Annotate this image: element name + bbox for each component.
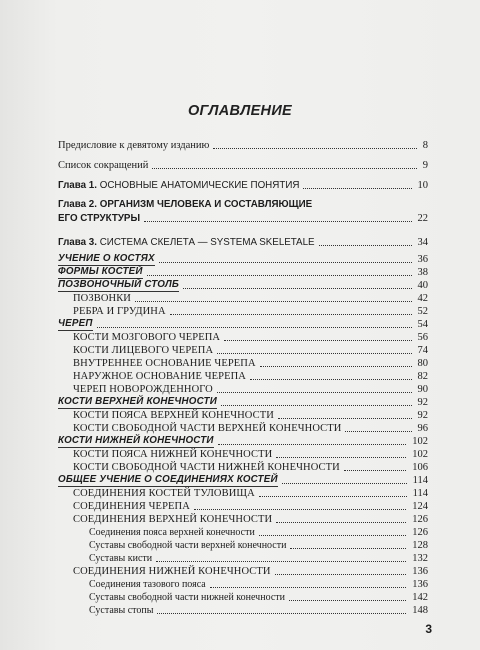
leader-dots [276, 522, 406, 523]
toc-entry-label [58, 139, 209, 152]
toc-entry [0, 591, 480, 605]
toc-entry-title: ФОРМЫ КОСТЕЙ [58, 266, 143, 277]
toc-entry-label [89, 591, 285, 604]
toc-entry-title: Соединения тазового пояса [89, 579, 206, 590]
chapter-prefix: Глава 1. [58, 180, 100, 191]
toc-entry-label [89, 526, 255, 539]
toc-page-number: 92 [417, 397, 428, 408]
leader-dots [221, 405, 412, 406]
toc-page-number: 102 [412, 449, 428, 460]
toc-entry-label: Глава 2. ОРГАНИЗМ ЧЕЛОВЕКА И СОСТАВЛЯЮЩИЕ [58, 199, 313, 210]
toc-page-number: 114 [412, 488, 428, 499]
toc-entry [0, 139, 480, 153]
leader-dots [213, 148, 416, 149]
toc-page-number: 34 [417, 237, 428, 248]
toc-entry-label [73, 565, 271, 578]
toc-entry [0, 383, 480, 397]
toc-page-number: 10 [417, 180, 428, 191]
leader-dots [303, 188, 411, 189]
toc-entry-title: Предисловие к девятому изданию [58, 140, 210, 151]
toc-entry-label [58, 279, 179, 292]
leader-dots [217, 392, 412, 393]
toc-entry-label [73, 461, 340, 474]
toc-entry-title: Суставы свободной части верхней конечности [89, 540, 287, 551]
leader-dots [183, 288, 411, 289]
toc-entry [0, 331, 480, 345]
toc-page-number: 148 [412, 605, 428, 616]
toc-page-number: 102 [412, 436, 428, 447]
toc-entry-title: НАРУЖНОЕ ОСНОВАНИЕ ЧЕРЕПА [73, 371, 246, 382]
toc-entry-label [58, 253, 155, 266]
leader-dots [210, 587, 407, 588]
toc-entry [0, 461, 480, 475]
toc-page-number: 136 [412, 579, 428, 590]
toc-page-number: 132 [412, 553, 428, 564]
leader-dots [278, 418, 412, 419]
toc-entry-label [89, 604, 153, 617]
leader-dots [159, 262, 412, 263]
toc-entry-title: Список сокращений [58, 160, 149, 171]
toc-entry-title: РЕБРА И ГРУДИНА [73, 306, 166, 317]
toc-entry-title: Суставы кисти [89, 553, 153, 564]
leader-dots [194, 509, 406, 510]
toc-page-number: 142 [412, 592, 428, 603]
toc-entry-title: КОСТИ СВОБОДНОЙ ЧАСТИ ВЕРХНЕЙ КОНЕЧНОСТИ [73, 423, 342, 434]
leader-dots [345, 431, 411, 432]
toc-page-number: 92 [417, 410, 428, 421]
toc-entry [0, 500, 480, 514]
toc-entry-title: УЧЕНИЕ О КОСТЯХ [58, 253, 155, 264]
toc-entry-label [58, 435, 214, 448]
toc-page-number: 54 [417, 319, 428, 330]
toc-entry-label [73, 409, 274, 422]
toc-entry-label [89, 539, 286, 552]
toc-page-number: 42 [417, 293, 428, 304]
toc-entry-title: СОЕДИНЕНИЯ ВЕРХНЕЙ КОНЕЧНОСТИ [73, 514, 273, 525]
leader-dots [259, 535, 406, 536]
chapter-prefix: Глава 3. [58, 237, 100, 248]
toc-entry [0, 159, 480, 173]
toc-page-number: 126 [412, 527, 428, 538]
toc-entry-label [73, 383, 213, 396]
leader-dots [289, 600, 406, 601]
toc-page-number: 9 [422, 160, 428, 171]
toc-entry [0, 370, 480, 384]
leader-dots [259, 496, 407, 497]
toc-entry-label [73, 305, 166, 318]
toc-entry [0, 253, 480, 267]
toc-page-number: 36 [417, 254, 428, 265]
toc-entry-title: КОСТИ ВЕРХНЕЙ КОНЕЧНОСТИ [58, 396, 217, 407]
leader-dots [147, 275, 412, 276]
toc-entry [0, 552, 480, 566]
toc-entry [0, 578, 480, 592]
toc-page-number: 22 [417, 213, 428, 224]
toc-entry-label [58, 159, 148, 172]
toc-entry-label [89, 552, 152, 565]
toc-entry [0, 179, 480, 193]
leader-dots [217, 353, 411, 354]
toc-page-number: 80 [417, 358, 428, 369]
toc-entry-title: КОСТИ НИЖНЕЙ КОНЕЧНОСТИ [58, 435, 214, 446]
toc-entry-label [73, 513, 272, 526]
toc-entry-title: СОЕДИНЕНИЯ НИЖНЕЙ КОНЕЧНОСТИ [73, 566, 271, 577]
toc-entry-label [73, 331, 220, 344]
toc-entry-title: ВНУТРЕННЕЕ ОСНОВАНИЕ ЧЕРЕПА [73, 358, 256, 369]
toc-page-number: 40 [417, 280, 428, 291]
toc-entry [0, 409, 480, 423]
toc-entry-title: СИСТЕМА СКЕЛЕТА — SYSTEMA SKELETALE [99, 237, 315, 248]
toc-entry-label [58, 474, 278, 487]
leader-dots [260, 366, 412, 367]
page-title: ОГЛАВЛЕНИЕ [187, 103, 293, 119]
toc-entry-title: СОЕДИНЕНИЯ ЧЕРЕПА [73, 501, 190, 512]
toc-entry-title: КОСТИ ЛИЦЕВОГО ЧЕРЕПА [73, 345, 214, 356]
toc-page-number: 52 [417, 306, 428, 317]
toc-entry [0, 565, 480, 579]
toc-entry [0, 539, 480, 553]
toc-page-number: 8 [422, 140, 428, 151]
toc-page-number: 124 [412, 501, 428, 512]
toc-entry-label [58, 266, 143, 279]
page-number: 3 [425, 622, 432, 636]
toc-entry [0, 236, 480, 250]
leader-dots [135, 301, 412, 302]
toc-entry-label [58, 179, 299, 192]
toc-entry [0, 422, 480, 436]
toc-entry-label [58, 318, 93, 331]
toc-entry-title: ЧЕРЕП НОВОРОЖДЕННОГО [73, 384, 213, 395]
toc-entry-title: ПОЗВОНОЧНЫЙ СТОЛБ [58, 279, 180, 290]
toc-entry [0, 318, 480, 332]
toc-entry-title: Суставы стопы [89, 605, 154, 616]
leader-dots [276, 457, 406, 458]
toc-page-number: 82 [417, 371, 428, 382]
toc-entry [0, 474, 480, 488]
toc-page-number: 106 [412, 462, 428, 473]
toc-entry-title: СОЕДИНЕНИЯ КОСТЕЙ ТУЛОВИЩА [73, 488, 255, 499]
toc-page-number: 114 [412, 475, 428, 486]
toc-entry [0, 279, 480, 293]
toc-entry [0, 212, 480, 226]
toc-entry-title: КОСТИ ПОЯСА НИЖНЕЙ КОНЕЧНОСТИ [73, 449, 273, 460]
toc-entry-title: КОСТИ МОЗГОВОГО ЧЕРЕПА [73, 332, 221, 343]
toc-entry-label [73, 292, 131, 305]
toc-entry-first-line [0, 198, 480, 212]
toc-entry [0, 487, 480, 501]
toc-page-number: 74 [417, 345, 428, 356]
toc-entry-title: Соединения пояса верхней конечности [89, 527, 255, 538]
leader-dots [275, 574, 407, 575]
leader-dots [282, 483, 407, 484]
toc-entry-title: ПОЗВОНКИ [73, 293, 131, 304]
toc-entry-label [73, 422, 341, 435]
leader-dots [170, 314, 412, 315]
toc-entry-title: КОСТИ СВОБОДНОЙ ЧАСТИ НИЖНЕЙ КОНЕЧНОСТИ [73, 462, 340, 473]
toc-entry [0, 604, 480, 618]
toc-entry-title: ОБЩЕЕ УЧЕНИЕ О СОЕДИНЕНИЯХ КОСТЕЙ [58, 474, 278, 485]
toc-entry [0, 266, 480, 280]
toc-page-number: 38 [417, 267, 428, 278]
leader-dots [97, 327, 412, 328]
toc-entry-label [73, 448, 272, 461]
toc-entry [0, 448, 480, 462]
leader-dots [157, 613, 406, 614]
toc-page-number: 90 [417, 384, 428, 395]
toc-entry-title: Суставы свободной части нижней конечности [89, 592, 285, 603]
leader-dots [344, 470, 406, 471]
toc-entry-label [73, 487, 255, 500]
toc-entry-title: ОСНОВНЫЕ АНАТОМИЧЕСКИЕ ПОНЯТИЯ [99, 180, 300, 191]
leader-dots [250, 379, 412, 380]
leader-dots [156, 561, 406, 562]
leader-dots [290, 548, 406, 549]
toc-entry-title: ЧЕРЕП [58, 318, 93, 329]
leader-dots [218, 444, 407, 445]
toc-page-number: 126 [412, 514, 428, 525]
toc-entry-label [73, 344, 213, 357]
toc-page-number: 56 [417, 332, 428, 343]
toc-entry-label [58, 396, 217, 409]
toc-entry-title: КОСТИ ПОЯСА ВЕРХНЕЙ КОНЕЧНОСТИ [73, 410, 274, 421]
leader-dots [144, 221, 411, 222]
toc-entry-label [58, 212, 140, 225]
toc-entry-label [73, 357, 256, 370]
toc-entry [0, 526, 480, 540]
toc-page-number: 136 [412, 566, 428, 577]
toc-entry-label [73, 370, 246, 383]
leader-dots [319, 245, 412, 246]
toc-entry [0, 513, 480, 527]
toc-entry [0, 396, 480, 410]
toc-entry-label [73, 500, 190, 513]
toc-entry [0, 435, 480, 449]
leader-dots [224, 340, 411, 341]
toc-entry-label [58, 236, 315, 249]
toc-page-number: 128 [412, 540, 428, 551]
toc-entry-label [89, 578, 206, 591]
toc-page-number: 96 [417, 423, 428, 434]
toc-entry [0, 357, 480, 371]
toc-entry-title: ЕГО СТРУКТУРЫ [58, 213, 141, 224]
toc-entry [0, 292, 480, 306]
toc-entry [0, 344, 480, 358]
leader-dots [152, 168, 416, 169]
toc-entry [0, 305, 480, 319]
